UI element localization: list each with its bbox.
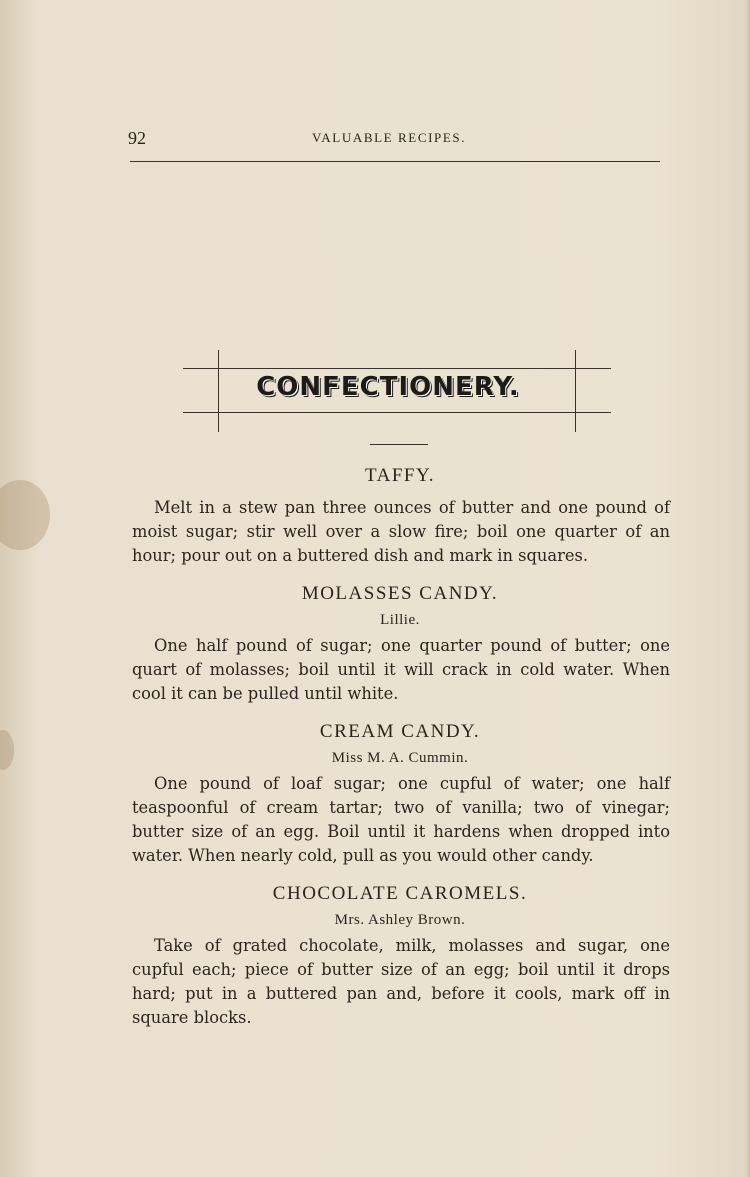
frame-line (218, 350, 219, 432)
section-title: CONFECTIONERY. (256, 372, 520, 402)
page-header (128, 128, 660, 150)
recipe-title: TAFFY. (365, 465, 435, 486)
recipe-body: Take of grated chocolate, milk, molasses and sugar, one cupful each; piece of butter size of an egg; boil until it drops hard; put in a buttered pan and, before it cools, mark off in square blocks. (132, 936, 670, 1027)
section-title-frame (183, 350, 611, 432)
frame-line (183, 412, 611, 413)
frame-line (575, 350, 576, 432)
page-stain (0, 480, 50, 550)
page-stain (0, 730, 14, 770)
page-number: 92 (128, 128, 146, 148)
recipe-body: Melt in a stew pan three ounces of butter and one pound of moist sugar; stir well over a slow fire; boil one quarter of an hour; pour out on a buttered dish and mark in squares. (132, 498, 670, 565)
running-head: VALUABLE RECIPES. (312, 130, 467, 145)
recipe-author: Mrs. Ashley Brown. (334, 912, 466, 928)
recipe-body: One pound of loaf sugar; one cupful of water; one half teaspoonful of cream tartar; two of vanilla; two of vinegar; butter size of an egg. Boil until it hardens when dropped into water. When nearly cold, pull as you would other candy. (132, 774, 670, 865)
recipe-author: Lillie. (380, 612, 420, 628)
recipe-title: CHOCOLATE CAROMELS. (272, 883, 528, 904)
recipe-title: MOLASSES CANDY. (301, 583, 499, 604)
recipe-author: Miss M. A. Cummin. (331, 750, 469, 766)
frame-line (183, 368, 611, 369)
recipe-title: CREAM CANDY. (319, 721, 481, 742)
section-divider (370, 444, 428, 445)
header-rule (130, 161, 660, 162)
recipe-body: One half pound of sugar; one quarter pound of butter; one quart of molasses; boil until it will crack in cold water. When cool it can be pulled until white. (132, 636, 670, 703)
